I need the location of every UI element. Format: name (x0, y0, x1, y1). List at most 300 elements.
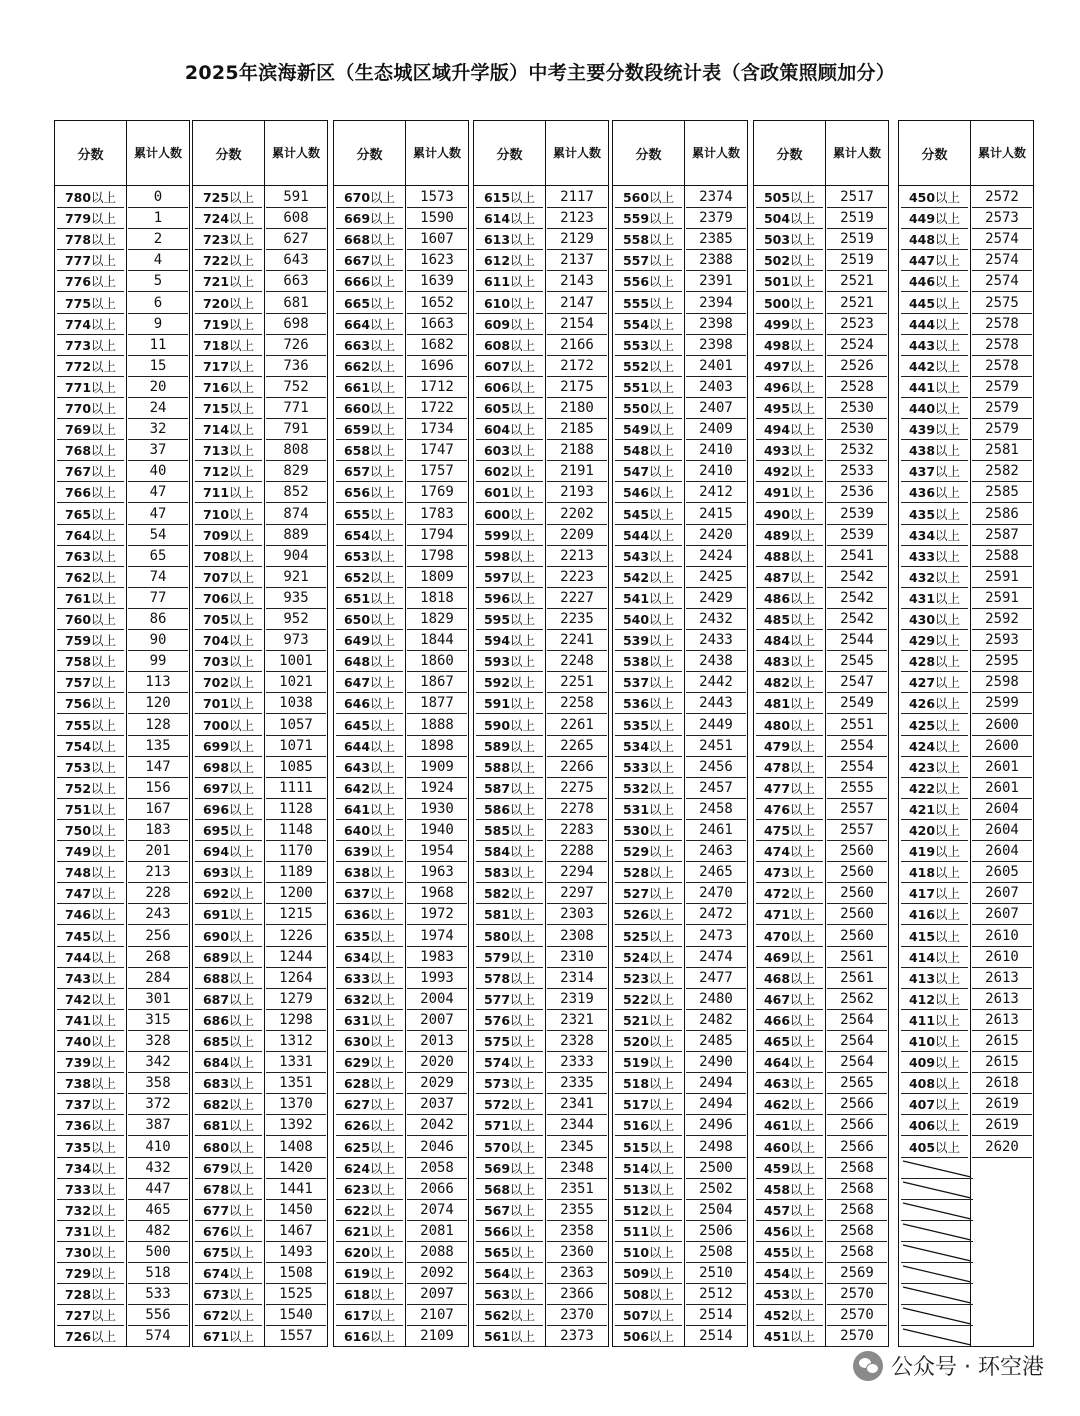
table-row (899, 947, 1033, 968)
count-cell: 1898 (407, 736, 467, 757)
table-row (55, 1115, 189, 1136)
count-cell: 2568 (827, 1242, 887, 1263)
score-cell: 477以上 (756, 779, 823, 799)
count-cell: 2248 (547, 651, 607, 672)
score-cell: 649以上 (336, 631, 403, 651)
table-row (899, 335, 1033, 356)
score-cell: 589以上 (476, 737, 543, 757)
count-cell: 2425 (686, 567, 746, 588)
count-cell: 2530 (827, 419, 887, 440)
table-row (55, 356, 189, 377)
table-row (754, 567, 888, 588)
table-row (754, 335, 888, 356)
score-cell: 674以上 (195, 1264, 262, 1284)
score-cell: 496以上 (756, 378, 823, 398)
table-row (474, 461, 608, 482)
score-cell: 485以上 (756, 610, 823, 630)
count-cell: 1525 (266, 1284, 326, 1305)
score-cell: 655以上 (336, 505, 403, 525)
count-cell: 2592 (972, 609, 1032, 630)
score-cell: 777以上 (57, 251, 124, 271)
count-cell: 2600 (972, 736, 1032, 757)
wechat-icon (853, 1351, 883, 1381)
table-row (334, 293, 468, 314)
score-cell: 502以上 (756, 251, 823, 271)
score-cell: 718以上 (195, 336, 262, 356)
table-row (474, 482, 608, 503)
count-cell: 2344 (547, 1115, 607, 1136)
table-row (55, 1073, 189, 1094)
score-cell: 622以上 (336, 1201, 403, 1221)
table-row (754, 651, 888, 672)
count-cell: 2137 (547, 250, 607, 271)
table-row (334, 757, 468, 778)
table-block (473, 120, 609, 1347)
count-cell: 2480 (686, 989, 746, 1010)
score-cell: 684以上 (195, 1053, 262, 1073)
count-cell: 591 (266, 187, 326, 208)
score-cell: 769以上 (57, 420, 124, 440)
score-cell: 738以上 (57, 1074, 124, 1094)
count-cell: 2521 (827, 271, 887, 292)
table-row (334, 546, 468, 567)
table-row (55, 1263, 189, 1284)
count-cell: 2420 (686, 525, 746, 546)
score-cell: 468以上 (756, 969, 823, 989)
count-cell: 5 (128, 271, 188, 292)
table-row (334, 1263, 468, 1284)
score-cell: 703以上 (195, 652, 262, 672)
count-cell: 167 (128, 799, 188, 820)
table-row (899, 482, 1033, 503)
table-row (613, 1031, 747, 1052)
table-block (333, 120, 469, 1347)
count-cell: 2251 (547, 672, 607, 693)
table-row (334, 651, 468, 672)
score-cell: 744以上 (57, 948, 124, 968)
table-row (334, 250, 468, 271)
score-cell: 547以上 (615, 462, 682, 482)
score-cell: 641以上 (336, 800, 403, 820)
count-cell: 2613 (972, 989, 1032, 1010)
count-cell: 328 (128, 1031, 188, 1052)
count-cell: 2328 (547, 1031, 607, 1052)
count-cell: 2410 (686, 461, 746, 482)
score-cell: 615以上 (476, 188, 543, 208)
score-cell: 419以上 (901, 842, 968, 862)
score-cell: 503以上 (756, 230, 823, 250)
table-row (474, 567, 608, 588)
score-cell: 550以上 (615, 399, 682, 419)
footer-brand (853, 1350, 1044, 1381)
count-cell: 2619 (972, 1115, 1032, 1136)
table-row (55, 187, 189, 208)
count-cell: 2275 (547, 778, 607, 799)
table-row (193, 968, 327, 989)
count-cell: 147 (128, 757, 188, 778)
count-cell: 1783 (407, 504, 467, 525)
table-row (55, 1031, 189, 1052)
count-cell: 2202 (547, 504, 607, 525)
count-cell: 2578 (972, 335, 1032, 356)
count-cell: 2385 (686, 229, 746, 250)
score-cell: 494以上 (756, 420, 823, 440)
count-cell: 1963 (407, 862, 467, 883)
score-cell: 495以上 (756, 399, 823, 419)
table-row (55, 693, 189, 714)
score-cell: 771以上 (57, 378, 124, 398)
count-cell: 2180 (547, 398, 607, 419)
score-cell: 629以上 (336, 1053, 403, 1073)
count-cell: 2294 (547, 862, 607, 883)
table-row (334, 1221, 468, 1242)
table-row (613, 208, 747, 229)
score-cell: 726以上 (57, 1327, 124, 1347)
score-cell: 599以上 (476, 526, 543, 546)
score-cell: 732以上 (57, 1201, 124, 1221)
table-row (899, 799, 1033, 820)
table-row (474, 1263, 608, 1284)
count-cell: 1450 (266, 1200, 326, 1221)
score-cell: 675以上 (195, 1243, 262, 1263)
score-cell: 532以上 (615, 779, 682, 799)
count-cell: 1540 (266, 1305, 326, 1326)
count-cell: 2363 (547, 1263, 607, 1284)
score-cell: 510以上 (615, 1243, 682, 1263)
count-cell: 358 (128, 1073, 188, 1094)
score-cell: 586以上 (476, 800, 543, 820)
count-cell: 2358 (547, 1221, 607, 1242)
table-row (613, 757, 747, 778)
count-cell: 2319 (547, 989, 607, 1010)
count-cell: 2570 (827, 1305, 887, 1326)
table-row (613, 947, 747, 968)
count-cell: 2564 (827, 1010, 887, 1031)
table-row (193, 862, 327, 883)
count-cell: 2566 (827, 1137, 887, 1158)
score-cell: 710以上 (195, 505, 262, 525)
score-cell: 470以上 (756, 927, 823, 947)
count-cell: 1244 (266, 947, 326, 968)
table-row (55, 398, 189, 419)
count-cell: 829 (266, 461, 326, 482)
count-cell: 86 (128, 609, 188, 630)
table-block (54, 120, 190, 1347)
score-cell: 755以上 (57, 716, 124, 736)
score-cell: 545以上 (615, 505, 682, 525)
table-row (334, 377, 468, 398)
score-cell: 602以上 (476, 462, 543, 482)
score-cell: 425以上 (901, 716, 968, 736)
count-cell: 65 (128, 546, 188, 567)
score-cell: 689以上 (195, 948, 262, 968)
table-row (55, 1284, 189, 1305)
table-row (193, 398, 327, 419)
table-row (899, 609, 1033, 630)
table-row (899, 419, 1033, 440)
count-cell: 1057 (266, 715, 326, 736)
score-cell: 575以上 (476, 1032, 543, 1052)
table-row (334, 968, 468, 989)
table-row (899, 1052, 1033, 1073)
count-cell: 1408 (266, 1137, 326, 1158)
table-row (754, 525, 888, 546)
count-cell: 2409 (686, 419, 746, 440)
table-row (754, 1094, 888, 1115)
count-cell: 2565 (827, 1073, 887, 1094)
table-row (334, 799, 468, 820)
score-cell: 527以上 (615, 884, 682, 904)
count-cell: 2074 (407, 1200, 467, 1221)
score-cell: 664以上 (336, 315, 403, 335)
table-row (334, 187, 468, 208)
score-cell: 493以上 (756, 441, 823, 461)
table-row (899, 1115, 1033, 1136)
count-cell: 2599 (972, 693, 1032, 714)
score-cell: 548以上 (615, 441, 682, 461)
score-cell: 580以上 (476, 927, 543, 947)
count-cell: 2193 (547, 482, 607, 503)
count-cell: 2587 (972, 525, 1032, 546)
count-cell: 2562 (827, 989, 887, 1010)
table-row (754, 419, 888, 440)
score-cell: 687以上 (195, 990, 262, 1010)
header-score: 分数 (635, 147, 662, 163)
table-row (899, 757, 1033, 778)
count-cell: 2092 (407, 1263, 467, 1284)
table-row (899, 672, 1033, 693)
score-cell: 451以上 (756, 1327, 823, 1347)
count-cell: 2373 (547, 1326, 607, 1347)
score-cell: 660以上 (336, 399, 403, 419)
count-cell: 1508 (266, 1263, 326, 1284)
table-row (474, 271, 608, 292)
footer-brand-text: 公众号 · 环空港 (891, 1355, 1044, 1380)
score-cell: 457以上 (756, 1201, 823, 1221)
score-cell: 757以上 (57, 673, 124, 693)
count-cell: 1200 (266, 883, 326, 904)
score-cell: 734以上 (57, 1159, 124, 1179)
count-cell: 1867 (407, 672, 467, 693)
score-cell: 435以上 (901, 505, 968, 525)
score-cell: 611以上 (476, 272, 543, 292)
count-cell: 2147 (547, 293, 607, 314)
count-cell: 2560 (827, 862, 887, 883)
count-cell: 2519 (827, 208, 887, 229)
score-cell: 736以上 (57, 1116, 124, 1136)
score-cell: 412以上 (901, 990, 968, 1010)
table-row (613, 883, 747, 904)
table-row (613, 1115, 747, 1136)
table-row (334, 1115, 468, 1136)
score-cell: 600以上 (476, 505, 543, 525)
count-cell: 852 (266, 482, 326, 503)
table-row (613, 1158, 747, 1179)
table-row (55, 820, 189, 841)
count-cell: 2613 (972, 968, 1032, 989)
table-row (754, 546, 888, 567)
score-cell: 541以上 (615, 589, 682, 609)
score-cell: 482以上 (756, 673, 823, 693)
score-cell: 530以上 (615, 821, 682, 841)
count-cell: 2573 (972, 208, 1032, 229)
count-cell: 47 (128, 504, 188, 525)
score-cell: 540以上 (615, 610, 682, 630)
table-row (55, 778, 189, 799)
count-cell: 2519 (827, 250, 887, 271)
score-cell: 452以上 (756, 1306, 823, 1326)
table-row (899, 588, 1033, 609)
count-cell: 2037 (407, 1094, 467, 1115)
table-row (55, 588, 189, 609)
table-row (613, 504, 747, 525)
table-row (754, 1010, 888, 1031)
count-cell: 2615 (972, 1052, 1032, 1073)
table-row (754, 757, 888, 778)
score-cell: 616以上 (336, 1327, 403, 1347)
score-cell: 639以上 (336, 842, 403, 862)
count-cell: 1215 (266, 904, 326, 925)
count-cell: 2391 (686, 271, 746, 292)
score-cell: 426以上 (901, 694, 968, 714)
score-cell: 460以上 (756, 1138, 823, 1158)
table-row (613, 1305, 747, 1326)
score-cell: 723以上 (195, 230, 262, 250)
count-cell: 113 (128, 672, 188, 693)
table-row (55, 630, 189, 651)
score-cell: 708以上 (195, 547, 262, 567)
count-cell: 2235 (547, 609, 607, 630)
table-row (613, 609, 747, 630)
table-row (474, 377, 608, 398)
count-cell: 2591 (972, 567, 1032, 588)
score-cell: 751以上 (57, 800, 124, 820)
score-cell: 713以上 (195, 441, 262, 461)
score-cell: 669以上 (336, 209, 403, 229)
score-cell: 417以上 (901, 884, 968, 904)
score-cell: 489以上 (756, 526, 823, 546)
score-cell: 584以上 (476, 842, 543, 862)
count-cell: 1623 (407, 250, 467, 271)
count-cell: 1298 (266, 1010, 326, 1031)
score-cell: 741以上 (57, 1011, 124, 1031)
table-row (474, 1094, 608, 1115)
table-row (193, 335, 327, 356)
score-cell: 587以上 (476, 779, 543, 799)
table-row (754, 862, 888, 883)
header-score: 分数 (77, 147, 104, 163)
table-row (55, 883, 189, 904)
count-cell: 2547 (827, 672, 887, 693)
count-cell: 2578 (972, 356, 1032, 377)
table-row (474, 1326, 608, 1347)
score-cell: 429以上 (901, 631, 968, 651)
score-cell: 466以上 (756, 1011, 823, 1031)
table-row (754, 440, 888, 461)
count-cell: 2504 (686, 1200, 746, 1221)
score-cell: 737以上 (57, 1095, 124, 1115)
header-cumulative-count: 累计 人数 (832, 145, 882, 160)
score-cell: 679以上 (195, 1159, 262, 1179)
score-cell: 593以上 (476, 652, 543, 672)
count-cell: 2175 (547, 377, 607, 398)
table-row (193, 1137, 327, 1158)
count-cell: 2607 (972, 904, 1032, 925)
table-row (754, 398, 888, 419)
score-cell: 564以上 (476, 1264, 543, 1284)
count-cell: 2004 (407, 989, 467, 1010)
header-score: 分数 (215, 147, 242, 163)
score-cell: 469以上 (756, 948, 823, 968)
score-cell: 668以上 (336, 230, 403, 250)
score-cell: 624以上 (336, 1159, 403, 1179)
count-cell: 1420 (266, 1158, 326, 1179)
table-row (193, 356, 327, 377)
score-cell: 585以上 (476, 821, 543, 841)
score-cell: 610以上 (476, 294, 543, 314)
count-cell: 2586 (972, 504, 1032, 525)
table-row (193, 1158, 327, 1179)
score-cell: 487以上 (756, 568, 823, 588)
score-cell: 574以上 (476, 1053, 543, 1073)
count-cell: 2570 (827, 1326, 887, 1347)
score-cell: 544以上 (615, 526, 682, 546)
table-row (474, 504, 608, 525)
table-row (754, 1158, 888, 1179)
count-cell: 2213 (547, 546, 607, 567)
table-row (55, 904, 189, 925)
score-cell: 492以上 (756, 462, 823, 482)
count-cell: 2333 (547, 1052, 607, 1073)
table-row (334, 904, 468, 925)
table-row (55, 293, 189, 314)
score-cell: 583以上 (476, 863, 543, 883)
score-cell: 677以上 (195, 1201, 262, 1221)
table-row (334, 1073, 468, 1094)
table-row (334, 820, 468, 841)
table-row (334, 926, 468, 947)
count-cell: 1441 (266, 1179, 326, 1200)
score-cell: 507以上 (615, 1306, 682, 1326)
count-cell: 2303 (547, 904, 607, 925)
count-cell: 904 (266, 546, 326, 567)
count-cell: 1021 (266, 672, 326, 693)
score-cell: 725以上 (195, 188, 262, 208)
table-row (474, 187, 608, 208)
count-cell: 183 (128, 820, 188, 841)
count-cell: 2463 (686, 841, 746, 862)
count-cell: 9 (128, 314, 188, 335)
table-row (193, 1073, 327, 1094)
count-cell: 2379 (686, 208, 746, 229)
count-cell: 2107 (407, 1305, 467, 1326)
table-row (55, 651, 189, 672)
count-cell: 120 (128, 693, 188, 714)
score-cell: 712以上 (195, 462, 262, 482)
count-cell: 2308 (547, 926, 607, 947)
score-cell: 634以上 (336, 948, 403, 968)
count-cell: 921 (266, 567, 326, 588)
count-cell: 2579 (972, 419, 1032, 440)
count-cell: 1467 (266, 1221, 326, 1242)
score-cell: 590以上 (476, 716, 543, 736)
table-row (899, 820, 1033, 841)
score-cell: 694以上 (195, 842, 262, 862)
table-row (899, 293, 1033, 314)
table-row (334, 1284, 468, 1305)
score-cell: 722以上 (195, 251, 262, 271)
table-row (193, 778, 327, 799)
